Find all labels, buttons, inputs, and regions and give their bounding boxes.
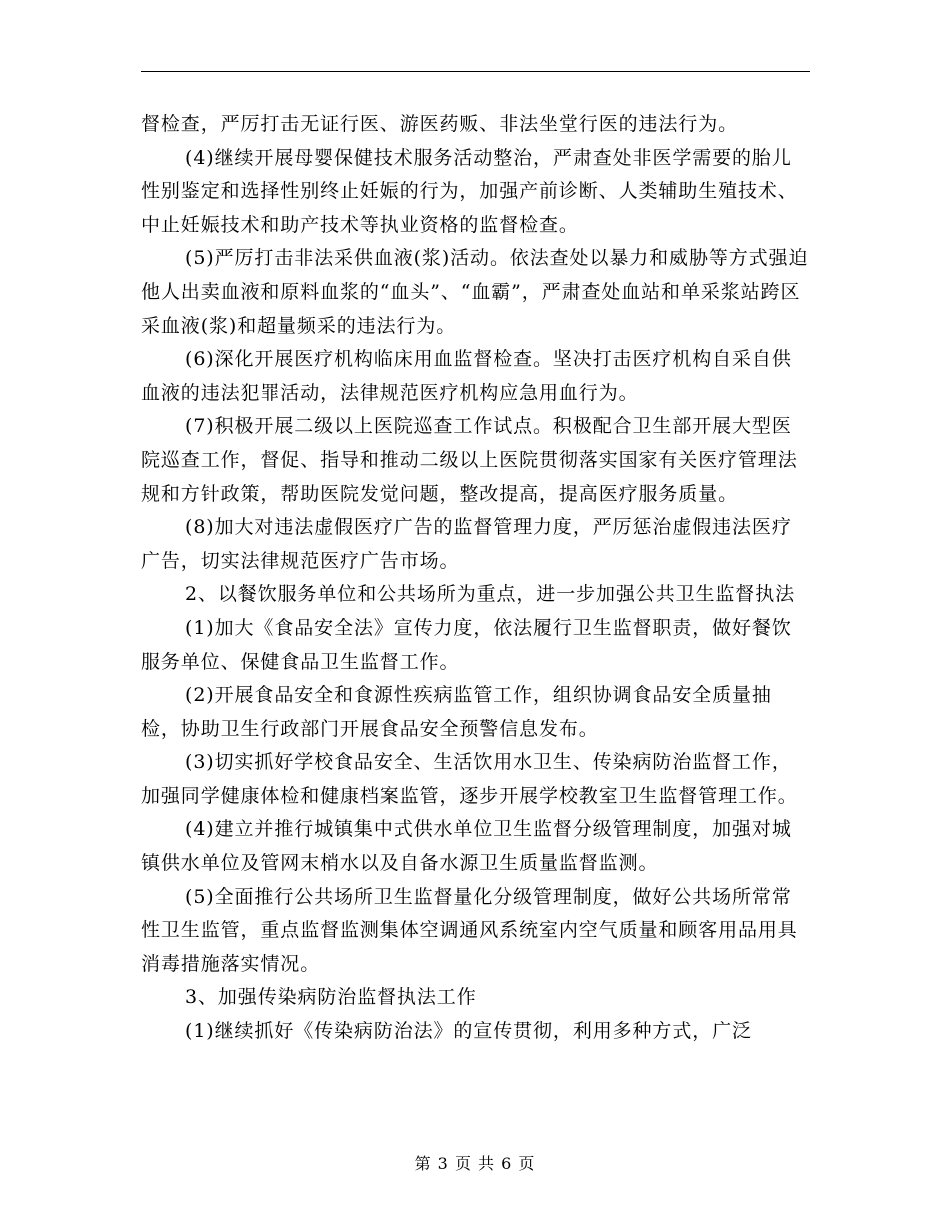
- header-rule: [141, 71, 810, 72]
- paragraph-1: 督检查，严厉打击无证行医、游医药贩、非法坐堂行医的违法行为。: [141, 113, 739, 135]
- paragraph-5: (7)积极开展二级以上医院巡查工作试点。积极配合卫生部开展大型医院巡查工作，督促、指导和推动二级以上医院贯彻落实国家有关医疗管理法规和方针政策，帮助医院发觉问题，整改提高，提高医疗服务质量。: [141, 415, 798, 505]
- paragraph-8: (2)开展食品安全和食源性疾病监管工作，组织协调食品安全质量抽检，协助卫生行政部门开展食品安全预警信息发布。: [141, 684, 772, 740]
- page-number-footer: 第 3 页 共 6 页: [414, 1154, 536, 1173]
- paragraph-12: (1)继续抓好《传染病防治法》的宣传贯彻，利用多种方式，广泛: [185, 1020, 752, 1043]
- paragraph-11: (5)全面推行公共场所卫生监督量化分级管理制度，做好公共场所常常性卫生监管，重点监督监测集体空调通风系统室内空气质量和顾客用品用具消毒措施落实情况。: [141, 885, 798, 975]
- section-heading-2: 2、以餐饮服务单位和公共场所为重点，进一步加强公共卫生监督执法: [185, 583, 795, 606]
- paragraph-4: (6)深化开展医疗机构临床用血监督检查。坚决打击医疗机构自采自供血液的违法犯罪活动，法律规范医疗机构应急用血行为。: [141, 348, 792, 404]
- paragraph-9: (3)切实抓好学校食品安全、生活饮用水卫生、传染病防治监督工作，加强同学健康体检和健康档案监管，逐步开展学校教室卫生监督管理工作。: [141, 751, 798, 807]
- paragraph-10: (4)建立并推行城镇集中式供水单位卫生监督分级管理制度，加强对城镇供水单位及管网末梢水以及自备水源卫生质量监督监测。: [141, 818, 792, 875]
- paragraph-7: (1)加大《食品安全法》宣传力度，依法履行卫生监督职责，做好餐饮服务单位、保健食品卫生监督工作。: [141, 616, 792, 673]
- paragraph-6: (8)加大对违法虚假医疗广告的监督管理力度，严厉惩治虚假违法医疗广告，切实法律规范医疗广告市场。: [141, 516, 792, 572]
- document-body: [141, 108, 811, 1049]
- section-heading-3: 3、加强传染病防治监督执法工作: [185, 986, 477, 1009]
- paragraph-3: (5)严厉打击非法采供血液(浆)活动。依法查处以暴力和威胁等方式强迫他人出卖血液和原料血浆的“血头”、“血霸”，严肃查处血站和单采浆站跨区采血液(浆)和超量频采的违法行为。: [141, 247, 809, 337]
- paragraph-2: (4)继续开展母婴保健技术服务活动整治，严肃查处非医学需要的胎儿性别鉴定和选择性别终止妊娠的行为，加强产前诊断、人类辅助生殖技术、中止妊娠技术和助产技术等执业资格的监督检查。: [141, 146, 798, 236]
